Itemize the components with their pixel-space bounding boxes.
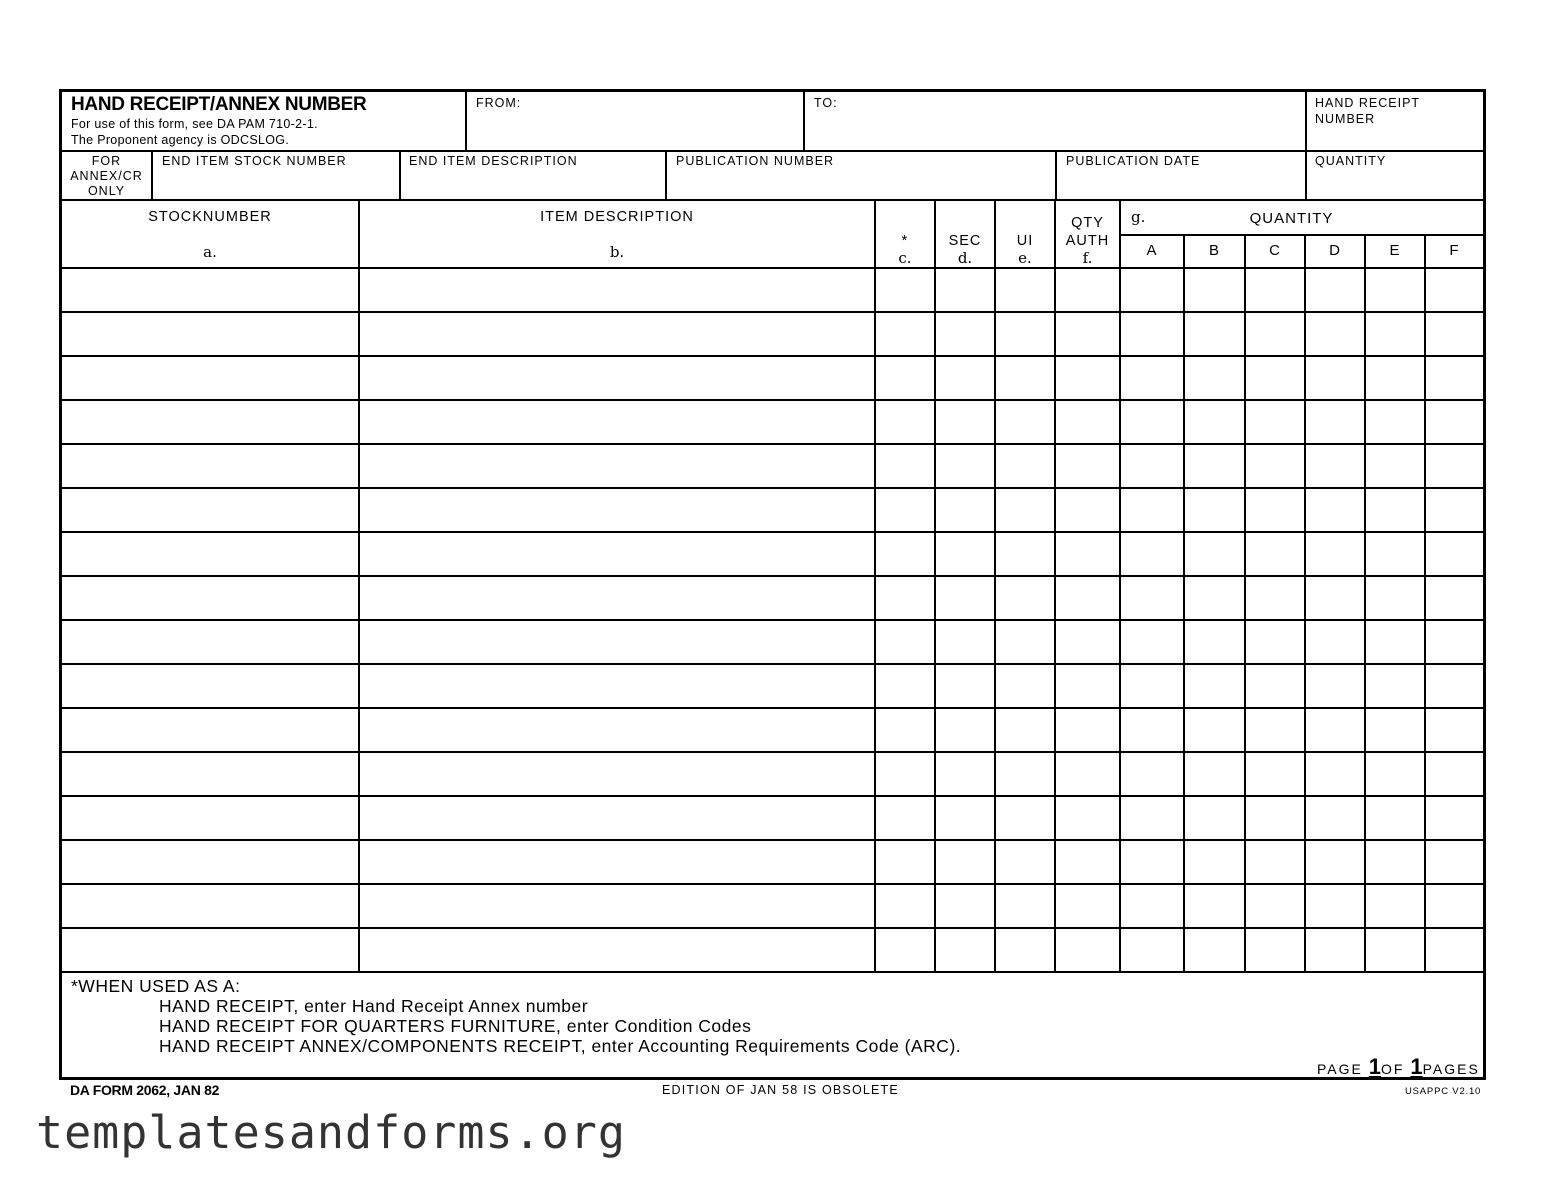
row-3-qty-auth-cell[interactable] <box>1056 357 1119 399</box>
row-3-qty-e-cell[interactable] <box>1366 357 1424 399</box>
row-8-stock-number-cell[interactable] <box>64 577 358 619</box>
row-7-qty-auth-cell[interactable] <box>1056 533 1119 575</box>
row-3-stock-number-cell[interactable] <box>64 357 358 399</box>
row-8-qty-c-cell[interactable] <box>1246 577 1304 619</box>
row-16-qty-d-cell[interactable] <box>1306 929 1364 971</box>
row-14-ui-cell[interactable] <box>996 841 1054 883</box>
edition-note: EDITION OF JAN 58 IS OBSOLETE <box>662 1083 899 1097</box>
col-letter-a: a. <box>203 243 217 261</box>
row-3-qty-b-cell[interactable] <box>1185 357 1244 399</box>
row-15-ui-cell[interactable] <box>996 885 1054 927</box>
row-16-sec-cell[interactable] <box>936 929 994 971</box>
row-8-item-description-cell[interactable] <box>360 577 874 619</box>
row-8-star-code-cell[interactable] <box>876 577 934 619</box>
row-4-qty-e-cell[interactable] <box>1366 401 1424 443</box>
row-10-qty-d-cell[interactable] <box>1306 665 1364 707</box>
row-16-qty-e-cell[interactable] <box>1366 929 1424 971</box>
row-9-qty-b-cell[interactable] <box>1185 621 1244 663</box>
row-10-stock-number-cell[interactable] <box>64 665 358 707</box>
col-letter-b: b. <box>609 243 625 261</box>
row-6-qty-auth-cell[interactable] <box>1056 489 1119 531</box>
row-11-item-description-cell[interactable] <box>360 709 874 751</box>
row-14-star-code-cell[interactable] <box>876 841 934 883</box>
row-6-item-description-cell[interactable] <box>360 489 874 531</box>
row-12-qty-f-cell[interactable] <box>1426 753 1483 795</box>
row-1-item-description-cell[interactable] <box>360 269 874 311</box>
row-5-ui-cell[interactable] <box>996 445 1054 487</box>
row-14-qty-auth-cell[interactable] <box>1056 841 1119 883</box>
row-13-stock-number-cell[interactable] <box>64 797 358 839</box>
row-8-qty-f-cell[interactable] <box>1426 577 1483 619</box>
row-15-stock-number-cell[interactable] <box>64 885 358 927</box>
row-5-sec-cell[interactable] <box>936 445 994 487</box>
row-7-qty-d-cell[interactable] <box>1306 533 1364 575</box>
row-4-star-code-cell[interactable] <box>876 401 934 443</box>
row-9-qty-c-cell[interactable] <box>1246 621 1304 663</box>
hand-receipt-form <box>59 89 1486 1080</box>
row-10-ui-cell[interactable] <box>996 665 1054 707</box>
footer-line-1: HAND RECEIPT, enter Hand Receipt Annex number <box>159 996 589 1016</box>
row-12-item-description-cell[interactable] <box>360 753 874 795</box>
row-2-qty-auth-cell[interactable] <box>1056 313 1119 355</box>
row-6-stock-number-cell[interactable] <box>64 489 358 531</box>
row-6-sec-cell[interactable] <box>936 489 994 531</box>
row-7-stock-number-cell[interactable] <box>64 533 358 575</box>
row-2-qty-f-cell[interactable] <box>1426 313 1483 355</box>
ui-header: UI <box>1016 233 1034 249</box>
for-annex-label-3: ONLY <box>87 184 126 198</box>
row-11-qty-d-cell[interactable] <box>1306 709 1364 751</box>
row-11-stock-number-cell[interactable] <box>64 709 358 751</box>
row-5-stock-number-cell[interactable] <box>64 445 358 487</box>
row-11-qty-e-cell[interactable] <box>1366 709 1424 751</box>
row-16-qty-a-cell[interactable] <box>1121 929 1183 971</box>
row-8-qty-b-cell[interactable] <box>1185 577 1244 619</box>
quantity-label: QUANTITY <box>1315 154 1387 168</box>
hand-receipt-number-label-2: NUMBER <box>1315 112 1376 126</box>
pages-label: PAGES <box>1422 1061 1480 1077</box>
row-5-qty-c-cell[interactable] <box>1246 445 1304 487</box>
row-13-qty-e-cell[interactable] <box>1366 797 1424 839</box>
row-14-qty-c-cell[interactable] <box>1246 841 1304 883</box>
of-label: OF <box>1381 1061 1405 1077</box>
row-4-qty-c-cell[interactable] <box>1246 401 1304 443</box>
quantity-field[interactable] <box>1307 152 1483 199</box>
row-6-star-code-cell[interactable] <box>876 489 934 531</box>
row-11-ui-cell[interactable] <box>996 709 1054 751</box>
row-13-qty-auth-cell[interactable] <box>1056 797 1119 839</box>
row-8-qty-d-cell[interactable] <box>1306 577 1364 619</box>
qty-auth-header: QTY <box>1071 215 1104 231</box>
row-16-qty-c-cell[interactable] <box>1246 929 1304 971</box>
star-header: * <box>901 233 909 249</box>
row-16-star-code-cell[interactable] <box>876 929 934 971</box>
row-5-item-description-cell[interactable] <box>360 445 874 487</box>
row-14-stock-number-cell[interactable] <box>64 841 358 883</box>
end-item-description-label: END ITEM DESCRIPTION <box>409 154 578 168</box>
row-8-qty-auth-cell[interactable] <box>1056 577 1119 619</box>
publication-date-field[interactable] <box>1057 152 1305 199</box>
row-4-qty-auth-cell[interactable] <box>1056 401 1119 443</box>
row-1-star-code-cell[interactable] <box>876 269 934 311</box>
row-4-ui-cell[interactable] <box>996 401 1054 443</box>
end-item-description-field[interactable] <box>401 152 665 199</box>
row-13-star-code-cell[interactable] <box>876 797 934 839</box>
row-9-star-code-cell[interactable] <box>876 621 934 663</box>
row-14-item-description-cell[interactable] <box>360 841 874 883</box>
page-indicator <box>1317 1054 1480 1080</box>
row-11-qty-b-cell[interactable] <box>1185 709 1244 751</box>
row-1-qty-b-cell[interactable] <box>1185 269 1244 311</box>
row-4-sec-cell[interactable] <box>936 401 994 443</box>
hand-receipt-number-label: HAND RECEIPT <box>1315 96 1421 110</box>
row-11-qty-f-cell[interactable] <box>1426 709 1483 751</box>
to-field[interactable] <box>805 92 1305 150</box>
row-3-qty-d-cell[interactable] <box>1306 357 1364 399</box>
row-16-stock-number-cell[interactable] <box>64 929 358 971</box>
row-12-qty-b-cell[interactable] <box>1185 753 1244 795</box>
row-10-qty-b-cell[interactable] <box>1185 665 1244 707</box>
row-10-star-code-cell[interactable] <box>876 665 934 707</box>
row-14-qty-f-cell[interactable] <box>1426 841 1483 883</box>
row-15-qty-b-cell[interactable] <box>1185 885 1244 927</box>
row-3-item-description-cell[interactable] <box>360 357 874 399</box>
to-label: TO: <box>814 96 838 110</box>
row-12-star-code-cell[interactable] <box>876 753 934 795</box>
row-6-qty-a-cell[interactable] <box>1121 489 1183 531</box>
row-2-stock-number-cell[interactable] <box>64 313 358 355</box>
page-label: PAGE <box>1317 1061 1363 1077</box>
row-3-qty-a-cell[interactable] <box>1121 357 1183 399</box>
row-14-qty-a-cell[interactable] <box>1121 841 1183 883</box>
version-label: USAPPC V2.10 <box>1405 1086 1482 1097</box>
row-13-qty-d-cell[interactable] <box>1306 797 1364 839</box>
row-16-qty-f-cell[interactable] <box>1426 929 1483 971</box>
row-1-qty-e-cell[interactable] <box>1366 269 1424 311</box>
col-letter-g: g. <box>1131 208 1146 226</box>
row-9-qty-a-cell[interactable] <box>1121 621 1183 663</box>
row-12-qty-c-cell[interactable] <box>1246 753 1304 795</box>
row-2-item-description-cell[interactable] <box>360 313 874 355</box>
row-6-qty-f-cell[interactable] <box>1426 489 1483 531</box>
row-4-qty-d-cell[interactable] <box>1306 401 1364 443</box>
row-4-qty-b-cell[interactable] <box>1185 401 1244 443</box>
quantity-group-header: QUANTITY <box>1249 210 1334 227</box>
footer-line-3: HAND RECEIPT ANNEX/COMPONENTS RECEIPT, enter Accounting Requirements Code (ARC). <box>159 1036 962 1056</box>
hand-receipt-number-field[interactable] <box>1307 92 1483 150</box>
row-5-star-code-cell[interactable] <box>876 445 934 487</box>
row-1-qty-f-cell[interactable] <box>1426 269 1483 311</box>
row-3-star-code-cell[interactable] <box>876 357 934 399</box>
row-1-ui-cell[interactable] <box>996 269 1054 311</box>
row-10-qty-a-cell[interactable] <box>1121 665 1183 707</box>
proponent-note: The Proponent agency is ODCSLOG. <box>71 133 290 147</box>
from-field[interactable] <box>467 92 803 150</box>
row-3-sec-cell[interactable] <box>936 357 994 399</box>
row-9-item-description-cell[interactable] <box>360 621 874 663</box>
row-12-qty-e-cell[interactable] <box>1366 753 1424 795</box>
row-10-qty-c-cell[interactable] <box>1246 665 1304 707</box>
publication-date-label: PUBLICATION DATE <box>1066 154 1201 168</box>
row-15-star-code-cell[interactable] <box>876 885 934 927</box>
row-15-qty-e-cell[interactable] <box>1366 885 1424 927</box>
for-annex-label: FOR <box>91 154 122 168</box>
row-8-sec-cell[interactable] <box>936 577 994 619</box>
row-1-qty-auth-cell[interactable] <box>1056 269 1119 311</box>
row-12-qty-d-cell[interactable] <box>1306 753 1364 795</box>
row-3-ui-cell[interactable] <box>996 357 1054 399</box>
row-5-qty-e-cell[interactable] <box>1366 445 1424 487</box>
row-2-star-code-cell[interactable] <box>876 313 934 355</box>
quantity-subcol-d: D <box>1329 242 1341 259</box>
row-5-qty-auth-cell[interactable] <box>1056 445 1119 487</box>
row-9-qty-e-cell[interactable] <box>1366 621 1424 663</box>
row-1-qty-d-cell[interactable] <box>1306 269 1364 311</box>
stock-number-header: STOCKNUMBER <box>148 209 272 225</box>
row-4-qty-a-cell[interactable] <box>1121 401 1183 443</box>
row-2-qty-c-cell[interactable] <box>1246 313 1304 355</box>
row-8-qty-a-cell[interactable] <box>1121 577 1183 619</box>
for-annex-label-2: ANNEX/CR <box>70 169 143 183</box>
row-15-qty-auth-cell[interactable] <box>1056 885 1119 927</box>
row-11-star-code-cell[interactable] <box>876 709 934 751</box>
end-item-stock-number-label: END ITEM STOCK NUMBER <box>162 154 347 168</box>
row-12-ui-cell[interactable] <box>996 753 1054 795</box>
row-6-ui-cell[interactable] <box>996 489 1054 531</box>
row-1-stock-number-cell[interactable] <box>64 269 358 311</box>
page-number[interactable]: 1 <box>1368 1054 1382 1079</box>
row-11-qty-a-cell[interactable] <box>1121 709 1183 751</box>
row-2-qty-b-cell[interactable] <box>1185 313 1244 355</box>
row-5-qty-a-cell[interactable] <box>1121 445 1183 487</box>
row-7-item-description-cell[interactable] <box>360 533 874 575</box>
row-9-qty-auth-cell[interactable] <box>1056 621 1119 663</box>
row-6-qty-b-cell[interactable] <box>1185 489 1244 531</box>
watermark: templatesandforms.org <box>36 1106 626 1159</box>
row-16-qty-b-cell[interactable] <box>1185 929 1244 971</box>
row-7-sec-cell[interactable] <box>936 533 994 575</box>
row-4-qty-f-cell[interactable] <box>1426 401 1483 443</box>
row-4-stock-number-cell[interactable] <box>64 401 358 443</box>
row-10-qty-f-cell[interactable] <box>1426 665 1483 707</box>
row-7-star-code-cell[interactable] <box>876 533 934 575</box>
row-16-qty-auth-cell[interactable] <box>1056 929 1119 971</box>
row-13-item-description-cell[interactable] <box>360 797 874 839</box>
use-note: For use of this form, see DA PAM 710-2-1. <box>71 117 318 131</box>
row-7-qty-f-cell[interactable] <box>1426 533 1483 575</box>
col-letter-e: e. <box>1018 249 1032 267</box>
row-7-ui-cell[interactable] <box>996 533 1054 575</box>
row-13-qty-a-cell[interactable] <box>1121 797 1183 839</box>
row-12-stock-number-cell[interactable] <box>64 753 358 795</box>
when-used-note: *WHEN USED AS A: <box>71 976 241 996</box>
row-11-sec-cell[interactable] <box>936 709 994 751</box>
page-total[interactable]: 1 <box>1410 1054 1423 1079</box>
row-1-sec-cell[interactable] <box>936 269 994 311</box>
row-14-qty-d-cell[interactable] <box>1306 841 1364 883</box>
from-label: FROM: <box>476 96 522 110</box>
row-8-ui-cell[interactable] <box>996 577 1054 619</box>
row-9-sec-cell[interactable] <box>936 621 994 663</box>
row-7-qty-b-cell[interactable] <box>1185 533 1244 575</box>
col-letter-c: c. <box>898 249 912 267</box>
row-3-qty-c-cell[interactable] <box>1246 357 1304 399</box>
col-letter-d: d. <box>957 249 973 267</box>
row-12-sec-cell[interactable] <box>936 753 994 795</box>
row-15-qty-c-cell[interactable] <box>1246 885 1304 927</box>
row-16-ui-cell[interactable] <box>996 929 1054 971</box>
row-15-qty-a-cell[interactable] <box>1121 885 1183 927</box>
row-11-qty-c-cell[interactable] <box>1246 709 1304 751</box>
publication-number-field[interactable] <box>667 152 1055 199</box>
row-2-qty-e-cell[interactable] <box>1366 313 1424 355</box>
row-6-qty-e-cell[interactable] <box>1366 489 1424 531</box>
form-id: DA FORM 2062, JAN 82 <box>70 1082 220 1098</box>
quantity-subcol-c: C <box>1269 242 1281 259</box>
row-7-qty-a-cell[interactable] <box>1121 533 1183 575</box>
row-2-sec-cell[interactable] <box>936 313 994 355</box>
row-13-qty-f-cell[interactable] <box>1426 797 1483 839</box>
end-item-stock-number-field[interactable] <box>153 152 399 199</box>
row-6-qty-d-cell[interactable] <box>1306 489 1364 531</box>
row-7-qty-c-cell[interactable] <box>1246 533 1304 575</box>
row-6-qty-c-cell[interactable] <box>1246 489 1304 531</box>
row-10-qty-e-cell[interactable] <box>1366 665 1424 707</box>
row-5-qty-b-cell[interactable] <box>1185 445 1244 487</box>
quantity-subcol-a: A <box>1146 242 1158 259</box>
row-15-qty-d-cell[interactable] <box>1306 885 1364 927</box>
quantity-subcol-b: B <box>1208 242 1220 259</box>
row-7-qty-e-cell[interactable] <box>1366 533 1424 575</box>
row-13-sec-cell[interactable] <box>936 797 994 839</box>
form-title: HAND RECEIPT/ANNEX NUMBER <box>71 94 367 115</box>
row-5-qty-f-cell[interactable] <box>1426 445 1483 487</box>
row-10-qty-auth-cell[interactable] <box>1056 665 1119 707</box>
row-10-sec-cell[interactable] <box>936 665 994 707</box>
row-9-qty-d-cell[interactable] <box>1306 621 1364 663</box>
row-1-qty-a-cell[interactable] <box>1121 269 1183 311</box>
row-10-item-description-cell[interactable] <box>360 665 874 707</box>
sec-header: SEC <box>948 233 982 249</box>
quantity-subcol-e: E <box>1389 242 1401 259</box>
row-16-item-description-cell[interactable] <box>360 929 874 971</box>
row-13-qty-b-cell[interactable] <box>1185 797 1244 839</box>
row-13-qty-c-cell[interactable] <box>1246 797 1304 839</box>
qty-auth-header-2: AUTH <box>1065 233 1110 249</box>
item-description-header: ITEM DESCRIPTION <box>540 209 694 225</box>
row-9-stock-number-cell[interactable] <box>64 621 358 663</box>
row-14-sec-cell[interactable] <box>936 841 994 883</box>
footer-line-2: HAND RECEIPT FOR QUARTERS FURNITURE, enter Condition Codes <box>159 1016 752 1036</box>
row-15-item-description-cell[interactable] <box>360 885 874 927</box>
row-9-qty-f-cell[interactable] <box>1426 621 1483 663</box>
row-15-sec-cell[interactable] <box>936 885 994 927</box>
row-2-qty-d-cell[interactable] <box>1306 313 1364 355</box>
row-4-item-description-cell[interactable] <box>360 401 874 443</box>
row-2-ui-cell[interactable] <box>996 313 1054 355</box>
publication-number-label: PUBLICATION NUMBER <box>676 154 835 168</box>
row-15-qty-f-cell[interactable] <box>1426 885 1483 927</box>
row-8-qty-e-cell[interactable] <box>1366 577 1424 619</box>
row-5-qty-d-cell[interactable] <box>1306 445 1364 487</box>
row-12-qty-auth-cell[interactable] <box>1056 753 1119 795</box>
row-14-qty-b-cell[interactable] <box>1185 841 1244 883</box>
row-12-qty-a-cell[interactable] <box>1121 753 1183 795</box>
row-9-ui-cell[interactable] <box>996 621 1054 663</box>
col-letter-f: f. <box>1082 249 1093 267</box>
row-13-ui-cell[interactable] <box>996 797 1054 839</box>
row-2-qty-a-cell[interactable] <box>1121 313 1183 355</box>
quantity-subcol-f: F <box>1449 242 1460 259</box>
row-14-qty-e-cell[interactable] <box>1366 841 1424 883</box>
row-3-qty-f-cell[interactable] <box>1426 357 1483 399</box>
row-1-qty-c-cell[interactable] <box>1246 269 1304 311</box>
row-11-qty-auth-cell[interactable] <box>1056 709 1119 751</box>
